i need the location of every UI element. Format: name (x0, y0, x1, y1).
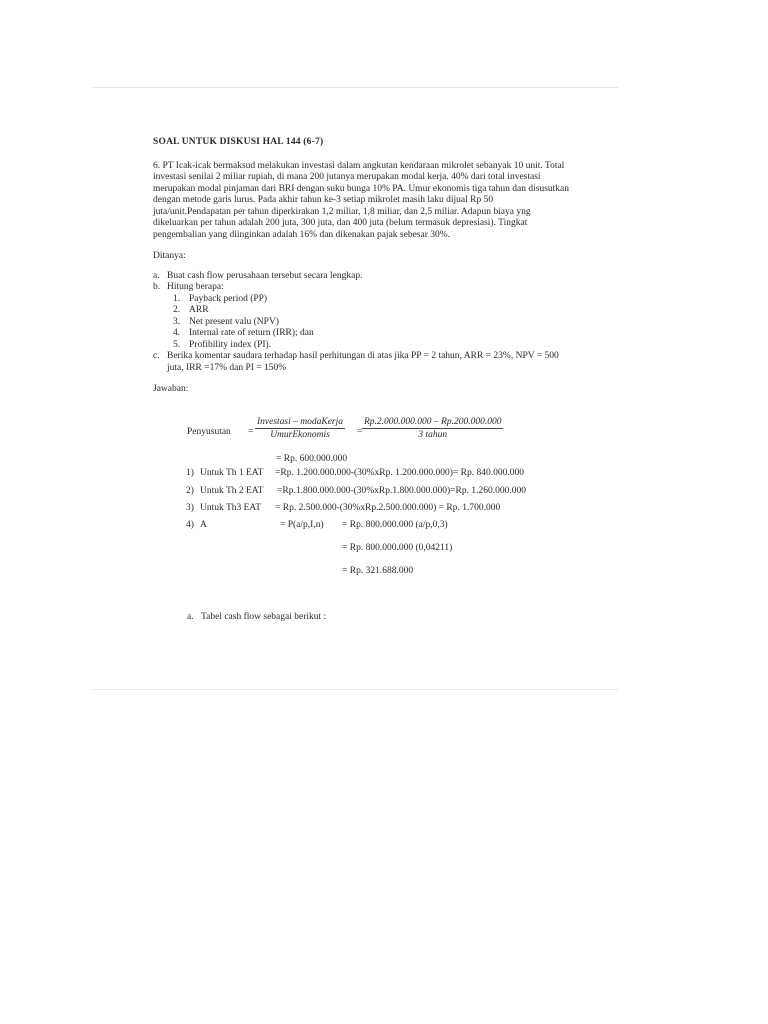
formula-equals: = (248, 427, 254, 437)
list-text: Profibility index (PI). (189, 339, 272, 350)
step-expression: =Rp. 1.200.000.000-(30%xRp. 1.200.000.000)= Rp. 840.000.000 (275, 468, 525, 478)
step-label: A (200, 520, 207, 530)
step-expression: = Rp. 800.000.000 (0,04211) (342, 543, 453, 553)
depreciation-result: = Rp. 600.000.000 (276, 454, 348, 464)
list-marker: b. (153, 282, 161, 292)
step-number: 3) (186, 503, 194, 513)
fraction-symbolic (255, 417, 345, 440)
list-text: Berika komentar saudara terhadap hasil perhitungan di atas jika PP = 2 tahun, ARR = 23%, NPV = 500 juta, IRR =17% dan PI = 150% (167, 351, 559, 373)
step-expression: =Rp.1.800.000.000-(30%xRp.1.800.000.000)=Rp. 1.260.000.000 (277, 486, 527, 496)
list-item (173, 294, 573, 306)
step-expression: = Rp. 2.500.000-(30%xRp.2.500.000.000) = Rp. 1.700.000 (275, 503, 501, 513)
list-marker: a. (153, 270, 160, 281)
sub-list (173, 294, 573, 352)
list-item (173, 340, 573, 352)
list-text: Payback period (PP) (189, 293, 268, 304)
list-item (173, 305, 573, 317)
fraction-denominator: 3 tahun (418, 430, 448, 440)
step-expression: = Rp. 800.000.000 (a/p,0,3) (342, 520, 448, 530)
problem-paragraph: 6. PT Icak-icak bermaksud melakukan investasi dalam angkutan kendaraan mikrolet sebanyak 10 unit. Total investasi senilai 2 miliar rupiah, di mana 200 jutanya merupakan modal kerja. 40% dari total investasi merupakan modal pinjaman dari BRI dengan suku bunga 10% PA. Umur ekonomis tiga tahun dan disusutkan dengan metode garis lurus. Pada akhir tahun ke-3 setiap mikrolet masih laku dijual Rp 50 juta/unit.Pendapatan per tahun diperkirakan 1,2 miliar, 1,8 miliar, dan 2,5 miliar. Adapun biaya yng dikeluarkan per tahun adalah 200 juta, 300 juta, dan 400 juta (belum termasuk depresiasi). Tingkat pengembalian yang diinginkan adalah 16% dan dikenakan pajak sebesar 30%. (153, 160, 570, 240)
list-item (173, 328, 573, 340)
step-label: Untuk Th 2 EAT (200, 486, 264, 496)
fraction-numeric (362, 417, 503, 440)
document-page (153, 137, 573, 404)
list-item (153, 271, 573, 283)
step-number: 1) (186, 468, 194, 478)
list-item (153, 351, 573, 374)
list-marker: 4. (173, 328, 181, 338)
fraction-numerator: Rp.2.000.000.000 – Rp.200.000.000 (364, 417, 502, 427)
list-marker: c. (153, 351, 160, 361)
step-label: Untuk Th3 EAT (200, 503, 262, 513)
top-divider (93, 87, 618, 88)
ditanya-label: Ditanya: (153, 251, 186, 261)
question-list (153, 271, 573, 375)
list-marker: 1. (173, 293, 181, 304)
list-marker: 2. (173, 305, 181, 315)
formula-equals: = (357, 427, 363, 437)
step-number: 4) (186, 520, 194, 530)
step-label: Untuk Th 1 EAT (200, 468, 264, 478)
list-item (153, 282, 573, 294)
bottom-divider (93, 689, 618, 690)
list-item (173, 317, 573, 329)
table-intro-text: Tabel cash flow sebagai berikut : (201, 612, 327, 622)
step-number: 2) (186, 486, 194, 496)
jawaban-label: Jawaban: (153, 384, 189, 394)
document-title: SOAL UNTUK DISKUSI HAL 144 (6-7) (153, 137, 324, 147)
list-text: Net present valu (NPV) (189, 316, 279, 327)
step-expression: = P(a/p,I,n) (280, 520, 324, 530)
table-intro-marker: a. (187, 612, 194, 622)
step-expression: = Rp. 321.688.000 (342, 566, 414, 576)
list-text: Buat cash flow perusahaan tersebut secara lengkap. (167, 270, 363, 281)
list-text: Internal rate of return (IRR); dan (189, 328, 314, 338)
list-marker: 5. (173, 339, 181, 350)
fraction-numerator: Investasi – modaKerja (257, 417, 344, 427)
list-text: Hitung berapa: (167, 282, 224, 292)
list-text: ARR (189, 305, 209, 315)
fraction-denominator: UmurEkonomis (270, 430, 330, 440)
formula-label: Penyusutan (187, 427, 231, 437)
list-marker: 3. (173, 316, 181, 327)
